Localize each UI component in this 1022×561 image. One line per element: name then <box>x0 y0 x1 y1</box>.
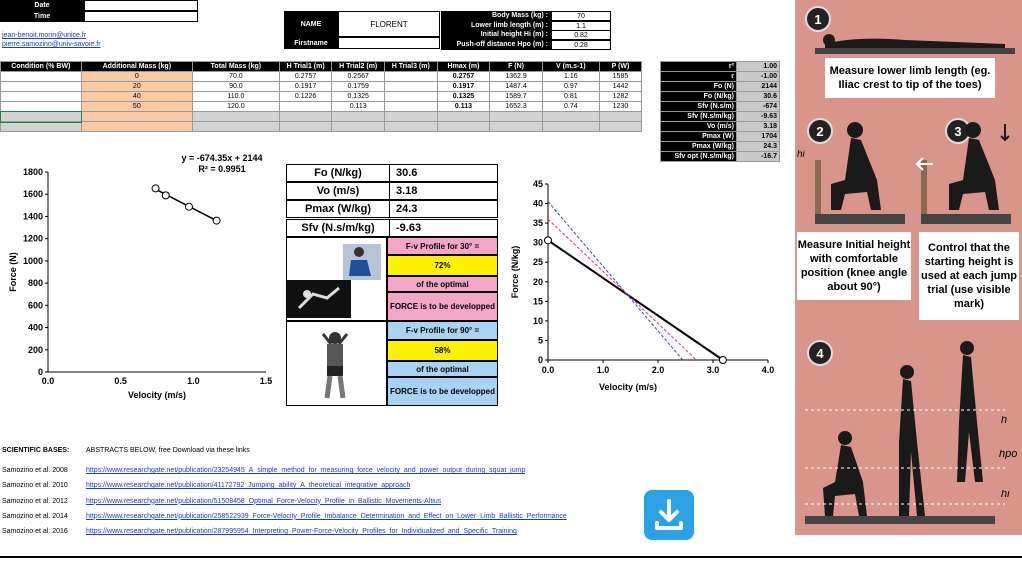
table-cell[interactable]: 20 <box>81 82 192 92</box>
y-tick-label: 1400 <box>22 211 43 222</box>
table-cell <box>1 92 82 102</box>
param-label: Initial height Hi (m) : <box>441 30 551 40</box>
stat-row <box>661 102 780 112</box>
table-row <box>1 72 642 82</box>
squat-athlete-illustration <box>287 322 386 405</box>
y-tick-label: 0 <box>37 367 43 377</box>
param-value-input[interactable]: 70 <box>551 11 611 21</box>
table-cell[interactable]: 0.1325 <box>332 92 385 102</box>
stat-row <box>661 132 780 142</box>
x-tick-label: 3.0 <box>706 365 720 375</box>
table-cell: 0.97 <box>542 82 599 92</box>
trendline-r2: R² = 0.9951 <box>198 164 246 174</box>
table-cell: 1.16 <box>542 72 599 82</box>
column-header: Condition (% BW) <box>1 62 82 72</box>
y-tick-label: 0 <box>537 355 543 365</box>
summary-row <box>286 182 498 200</box>
reference-author: Samozino et al. 2010 <box>2 482 68 490</box>
stat-row <box>661 92 780 102</box>
stat-row <box>661 62 780 72</box>
table-cell <box>192 112 279 122</box>
x-tick-label: 4.0 <box>761 365 775 375</box>
email-link-2[interactable]: pierre.samozino@univ-savoie.fr <box>2 41 101 48</box>
y-tick-label: 800 <box>27 278 43 289</box>
table-cell[interactable]: 0.113 <box>332 102 385 112</box>
normalized-profile-chart <box>506 176 786 401</box>
table-row <box>1 122 642 132</box>
stat-value: 24.3 <box>736 142 779 152</box>
column-header: Hmax (m) <box>437 62 490 72</box>
reference-link[interactable]: https://www.researchgate.net/publication/41172792_Jumping_ability_A_theoretical_integrative_approach <box>86 482 411 490</box>
table-cell[interactable] <box>332 112 385 122</box>
trendline-equation: y = -674.35x + 2144 <box>181 153 263 163</box>
y-tick-label: 1200 <box>22 233 43 244</box>
table-cell: 1442 <box>599 82 641 92</box>
reference-link[interactable]: https://www.researchgate.net/publication/23254945_A_simple_method_for_measuring_force_velocity_and_power_output_during_squat_jump <box>86 467 526 474</box>
data-point <box>213 217 220 224</box>
force-velocity-chart <box>0 150 282 410</box>
y-tick-label: 400 <box>27 322 43 333</box>
table-cell[interactable] <box>81 122 192 132</box>
stat-row <box>661 72 780 82</box>
profile30-of-optimal: of the optimal <box>387 276 498 292</box>
table-cell: 0.74 <box>542 102 599 112</box>
table-cell[interactable] <box>384 102 437 112</box>
bottom-divider <box>0 556 1022 558</box>
y-tick-label: 1800 <box>22 167 43 177</box>
table-cell[interactable] <box>81 112 192 122</box>
stat-value: 30.6 <box>736 92 779 102</box>
stat-value: -9.63 <box>736 112 779 122</box>
table-cell <box>599 112 641 122</box>
profile30-title: F-v Profile for 30° = <box>387 237 498 255</box>
x-tick-label: 0.5 <box>114 376 127 386</box>
summary-label: Sfv (N.s/m/kg) <box>287 220 390 236</box>
x-tick-label: 1.0 <box>187 376 200 386</box>
reference-author: Samozino et al. 2012 <box>2 497 68 505</box>
name-input[interactable]: FLORENT <box>338 11 440 37</box>
profile30-advice: FORCE is to be developped <box>387 292 498 321</box>
stat-value: 1704 <box>736 132 779 142</box>
y-tick-label: 30 <box>532 237 543 248</box>
column-header: H Trial2 (m) <box>332 62 385 72</box>
column-header: F (N) <box>490 62 542 72</box>
series-line <box>548 219 697 360</box>
table-cell: 1589.7 <box>490 92 542 102</box>
column-header: Total Mass (kg) <box>192 62 279 72</box>
stat-label: r² <box>661 62 737 72</box>
table-row <box>1 112 642 122</box>
firstname-input[interactable] <box>338 37 440 49</box>
step-number-4: 4 <box>807 340 833 366</box>
email-link-1[interactable]: jean-benoit.morin@unice.fr <box>2 32 87 39</box>
stat-row <box>661 82 780 92</box>
table-cell: 120.0 <box>192 102 279 112</box>
profile90-value: 58% <box>387 340 498 361</box>
sprint-athletes-illustration <box>287 238 386 320</box>
data-point <box>162 192 169 199</box>
reference-author: Samozino et al. 2014 <box>2 512 68 520</box>
table-cell[interactable] <box>384 82 437 92</box>
scientific-subheading: ABSTRACTS BELOW, free Download via these links <box>86 447 250 454</box>
y-tick-label: 1600 <box>22 189 43 200</box>
time-label: Time <box>0 11 84 22</box>
stat-label: Pmax (W/kg) <box>661 142 737 152</box>
table-cell: 0.113 <box>437 102 490 112</box>
stat-value: -674 <box>736 102 779 112</box>
step1-text: Measure lower limb length (eg. Iliac crest to tip of the toes) <box>825 58 995 98</box>
table-cell[interactable]: 0.1226 <box>279 92 332 102</box>
table-row <box>1 92 642 102</box>
y-tick-label: 200 <box>27 344 43 355</box>
param-label: Push-off distance Hpo (m) : <box>441 40 551 50</box>
step-number-2: 2 <box>807 118 833 144</box>
table-cell <box>490 112 542 122</box>
x-axis-label: Velocity (m/s) <box>127 390 187 400</box>
param-value-input[interactable]: 0.82 <box>551 30 611 40</box>
table-cell[interactable] <box>279 112 332 122</box>
table-cell: 70.0 <box>192 72 279 82</box>
table-cell: 0.2757 <box>437 72 490 82</box>
column-header: H Trial1 (m) <box>279 62 332 72</box>
column-header: V (m.s-1) <box>542 62 599 72</box>
y-tick-label: 5 <box>537 335 543 346</box>
y-tick-label: 35 <box>532 218 543 229</box>
date-label: Date <box>0 0 84 11</box>
time-input[interactable] <box>84 11 198 22</box>
download-button[interactable] <box>644 490 694 540</box>
stat-value: 1.00 <box>736 62 779 72</box>
y-tick-label: 40 <box>532 198 543 209</box>
stat-label: r <box>661 72 737 82</box>
param-label: Body Mass (kg) : <box>441 11 551 21</box>
profile90-of-optimal: of the optimal <box>387 361 498 377</box>
table-cell <box>542 122 599 132</box>
firstname-label: Firstname <box>284 37 338 49</box>
y-tick-label: 15 <box>532 296 543 307</box>
table-cell <box>1 122 82 132</box>
date-input[interactable] <box>84 0 198 11</box>
table-cell[interactable] <box>384 122 437 132</box>
y-tick-label: 10 <box>532 315 543 326</box>
series-line <box>548 202 683 360</box>
stat-row <box>661 122 780 132</box>
data-point <box>152 185 159 192</box>
step-number-3: 3 <box>945 118 971 144</box>
param-value-input[interactable]: 1.1 <box>551 21 611 31</box>
stat-label: Fo (N) <box>661 82 737 92</box>
table-cell[interactable] <box>332 122 385 132</box>
data-point <box>185 203 192 210</box>
table-row <box>1 82 642 92</box>
stat-row <box>661 152 780 162</box>
y-tick-label: 600 <box>27 300 43 311</box>
param-label: Lower limb length (m) : <box>441 21 551 31</box>
table-cell: 0.1325 <box>437 92 490 102</box>
table-cell[interactable] <box>279 102 332 112</box>
stat-label: Vo (m/s) <box>661 122 737 132</box>
y-tick-label: 45 <box>532 179 543 189</box>
reference-author: Samozino et al. 2016 <box>2 528 68 536</box>
table-cell[interactable]: 50 <box>81 102 192 112</box>
table-cell: 1362.9 <box>490 72 542 82</box>
y-tick-label: 20 <box>532 276 543 287</box>
x-axis-label: Velocity (m/s) <box>598 382 658 392</box>
table-cell <box>437 112 490 122</box>
reference-link[interactable]: https://www.researchgate.net/publication/258522939_Force-Velocity_Profile_Imbalance_Determination_and_Effect_on_Lower_Limb_Ballistic_Performance <box>86 512 567 520</box>
athlete-image-box-90 <box>286 321 387 406</box>
table-cell <box>599 122 641 132</box>
table-cell[interactable] <box>279 122 332 132</box>
table-cell <box>437 122 490 132</box>
table-row <box>1 102 642 112</box>
table-cell[interactable]: 0.2757 <box>279 72 332 82</box>
table-cell <box>490 122 542 132</box>
lying-figure-illustration <box>815 20 1015 60</box>
summary-value: 30.6 <box>396 167 418 179</box>
summary-label: Vo (m/s) <box>287 183 390 199</box>
series-line <box>548 240 723 360</box>
hpo-label: hpo <box>999 450 1018 459</box>
summary-row <box>286 200 498 218</box>
athlete-head-icon <box>354 247 364 257</box>
stat-label: Sfv opt (N.s/m/kg) <box>661 152 737 162</box>
reference-link[interactable]: https://www.researchgate.net/publication/51508458_Optimal_Force-Velocity_Profile_in_Ballistic_Movements-Altius <box>86 497 442 505</box>
column-header: Additional Mass (kg) <box>81 62 192 72</box>
table-cell: 1487.4 <box>490 82 542 92</box>
scientific-heading: SCIENTIFIC BASES: <box>2 447 70 454</box>
stat-row <box>661 142 780 152</box>
hi-label-bottom: hi <box>1001 490 1010 499</box>
profile90-advice: FORCE is to be developped <box>387 377 498 406</box>
table-cell <box>1 102 82 112</box>
param-value-input[interactable]: 0.28 <box>551 40 611 50</box>
x-tick-label: 2.0 <box>651 365 665 375</box>
stat-label: Pmax (W) <box>661 132 737 142</box>
x-tick-label: 0.0 <box>541 365 555 375</box>
y-axis-label: Force (N) <box>8 252 18 292</box>
table-cell[interactable]: 0.2567 <box>332 72 385 82</box>
y-axis-label: Force (N/kg) <box>510 245 520 299</box>
stat-value: 2144 <box>736 82 779 92</box>
reference-link[interactable]: https://www.researchgate.net/publication/287995954_Interpreting_Power-Force-Velocity_Profiles_for_Individualized_and_Specific_Training <box>86 528 517 536</box>
table-cell[interactable]: 0.1917 <box>279 82 332 92</box>
y-tick-label: 1000 <box>22 255 43 266</box>
stat-label: Fo (N/kg) <box>661 92 737 102</box>
hi-label: hi <box>797 150 805 159</box>
table-cell <box>1 112 82 122</box>
column-header: P (W) <box>599 62 641 72</box>
table-cell[interactable]: 0 <box>81 72 192 82</box>
profile90-title: F-v Profile for 90° = <box>387 321 498 340</box>
intercept-point <box>545 237 552 244</box>
stat-value: -1.00 <box>736 72 779 82</box>
summary-row <box>286 219 498 237</box>
column-header: H Trial3 (m) <box>384 62 437 72</box>
table-cell[interactable] <box>384 72 437 82</box>
athlete-image-box-30 <box>286 237 387 321</box>
table-cell: 0.81 <box>542 92 599 102</box>
stat-value: -16.7 <box>736 152 779 162</box>
summary-label: Fo (N/kg) <box>287 165 390 181</box>
stat-label: Sfv (N.s/m) <box>661 102 737 112</box>
table-cell: 1230 <box>599 102 641 112</box>
step-number-1: 1 <box>805 6 831 32</box>
summary-value: 24.3 <box>396 203 418 216</box>
table-cell: 1585 <box>599 72 641 82</box>
x-tick-label: 1.5 <box>259 376 273 386</box>
step2-text: Measure Initial height with comfortable position (knee angle about 90°) <box>797 232 911 300</box>
stat-label: Sfv (N.s/m/kg) <box>661 112 737 122</box>
squat-position-illustration <box>801 110 1021 230</box>
name-label: NAME <box>284 11 338 37</box>
table-cell <box>192 122 279 132</box>
table-cell: 110.0 <box>192 92 279 102</box>
step3-text: Control that the starting height is used at each jump trial (use visible mark) <box>919 232 1019 320</box>
summary-value: -9.63 <box>396 221 422 234</box>
table-cell[interactable]: 40 <box>81 92 192 102</box>
summary-row <box>286 164 498 182</box>
profile30-value: 72% <box>387 255 498 276</box>
stats-table <box>660 61 780 162</box>
summary-value: 3.18 <box>396 185 418 198</box>
x-tick-label: 0.0 <box>41 376 55 386</box>
download-icon <box>651 497 687 533</box>
table-cell[interactable] <box>384 92 437 102</box>
y-tick-label: 25 <box>532 257 543 268</box>
table-cell <box>1 82 82 92</box>
table-cell: 1282 <box>599 92 641 102</box>
trials-table <box>0 61 642 132</box>
table-cell <box>542 112 599 122</box>
table-cell: 90.0 <box>192 82 279 92</box>
table-cell: 0.1917 <box>437 82 490 92</box>
table-cell[interactable] <box>384 112 437 122</box>
instruction-panel <box>795 0 1022 535</box>
h-label: h <box>1001 416 1008 425</box>
intercept-point <box>719 357 726 364</box>
table-cell <box>1 72 82 82</box>
table-cell[interactable]: 0.1759 <box>332 82 385 92</box>
table-cell: 1652.3 <box>490 102 542 112</box>
summary-label: Pmax (W/kg) <box>287 201 390 217</box>
x-tick-label: 1.0 <box>596 365 610 375</box>
stat-value: 3.18 <box>736 122 779 132</box>
stat-row <box>661 112 780 122</box>
reference-author: Samozino et al. 2008 <box>2 467 68 474</box>
